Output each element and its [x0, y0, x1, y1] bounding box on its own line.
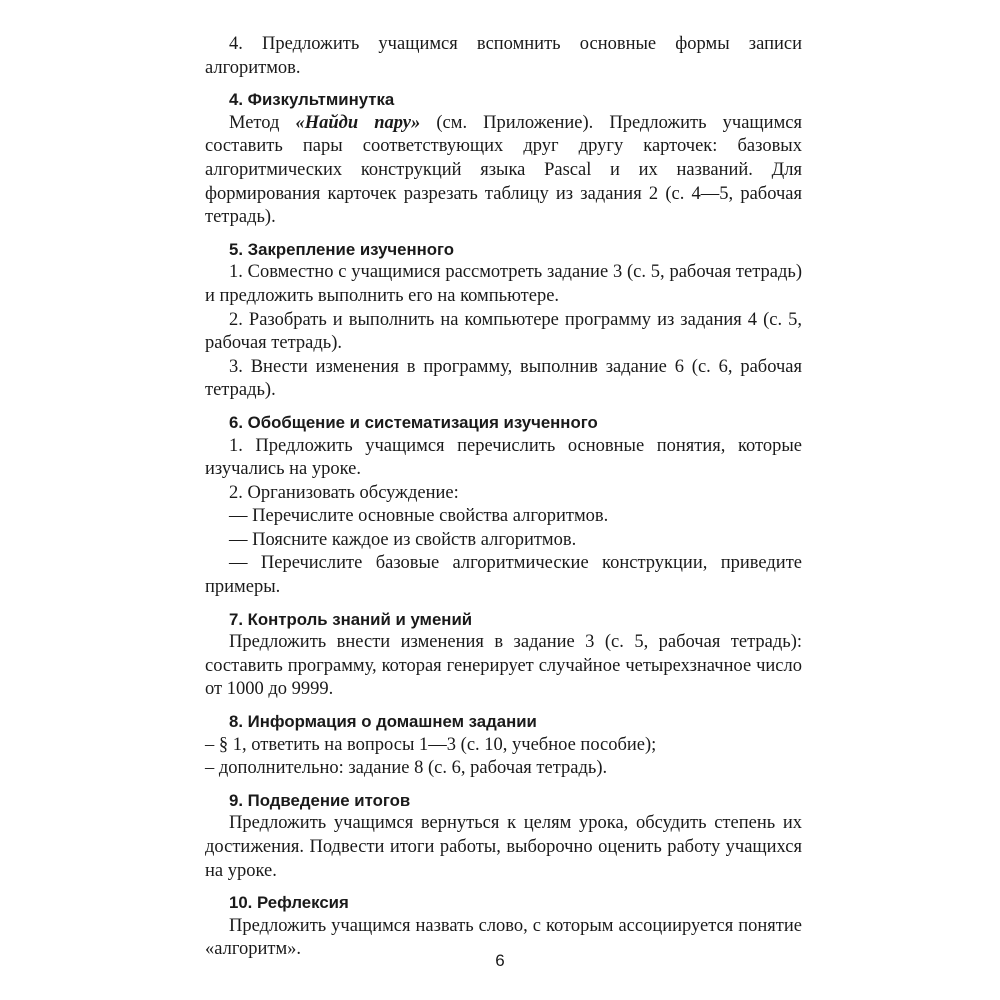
- section-4-text: [205, 112, 802, 230]
- section-6-item-2: 2. Организовать обсуждение:: [229, 482, 459, 503]
- section-4-text-pre: Метод: [229, 112, 296, 133]
- section-8-item-1: – § 1, ответить на вопросы 1—3 (с. 10, учебное пособие);: [205, 734, 657, 755]
- section-5-item-2: 2. Разобрать и выполнить на компьютере программу из задания 4 (с. 5, рабочая тетрадь).: [205, 309, 802, 354]
- section-10-text: Предложить учащимся назвать слово, с которым ассоциируется понятие «алгоритм».: [205, 915, 802, 960]
- section-5: [205, 238, 802, 403]
- section-7-heading: 7. Контроль знаний и умений: [229, 609, 473, 629]
- section-7-text: Предложить внести изменения в задание 3 (с. 5, рабочая тетрадь): составить программу, которая генерирует случайное четырехзначное число от 1000 до 9999.: [205, 632, 802, 700]
- section-4-text-post: (см. Приложение). Предложить учащимся составить пары соответствующих друг другу карточек: базовых алгоритмических конструкций языка Pascal и их названий. Для формирования карточек разрезать таблицу из задания 2 (с. 4—5, рабочая тетрадь).: [205, 112, 803, 228]
- section-10-heading: 10. Рефлексия: [229, 893, 349, 913]
- section-5-item-3: 3. Внести изменения в программу, выполнив задание 6 (с. 6, рабочая тетрадь).: [205, 356, 802, 401]
- section-8: [205, 710, 802, 781]
- section-8-heading: 8. Информация о домашнем задании: [229, 712, 537, 732]
- section-4-method-name: «Найди пару»: [295, 112, 421, 133]
- section-9-text: Предложить учащимся вернуться к целям урока, обсудить степень их достижения. Подвести итоги работы, выборочно оценить работу учащихся на уроке.: [205, 813, 802, 881]
- section-6-heading: 6. Обобщение и систематизация изученного: [229, 412, 598, 432]
- section-6-dash-3: — Перечислите базовые алгоритмические конструкции, приведите примеры.: [205, 553, 802, 598]
- section-6-dash-1: — Перечислите основные свойства алгоритмов.: [229, 506, 609, 527]
- section-8-item-2: – дополнительно: задание 8 (с. 6, рабочая тетрадь).: [205, 758, 608, 779]
- section-7: [205, 608, 802, 702]
- section-6-item-1: 1. Предложить учащимся перечислить основные понятия, которые изучались на уроке.: [205, 435, 802, 480]
- page-number: 6: [495, 951, 505, 970]
- section-4: [205, 88, 802, 230]
- section-6-dash-2: — Поясните каждое из свойств алгоритмов.: [229, 529, 577, 550]
- section-4-heading: 4. Физкультминутка: [229, 90, 395, 110]
- section-9-heading: 9. Подведение итогов: [229, 790, 411, 810]
- section-6: [205, 411, 802, 600]
- intro-item-4: 4. Предложить учащимся вспомнить основные формы записи алгоритмов.: [205, 34, 802, 78]
- section-5-item-1: 1. Совместно с учащимися рассмотреть задание 3 (с. 5, рабочая тетрадь) и предложить выполнить его на компьютере.: [205, 262, 802, 306]
- intro-section: [205, 33, 802, 80]
- page-content: [205, 33, 802, 962]
- section-5-heading: 5. Закрепление изученного: [229, 239, 455, 259]
- section-9: [205, 789, 802, 883]
